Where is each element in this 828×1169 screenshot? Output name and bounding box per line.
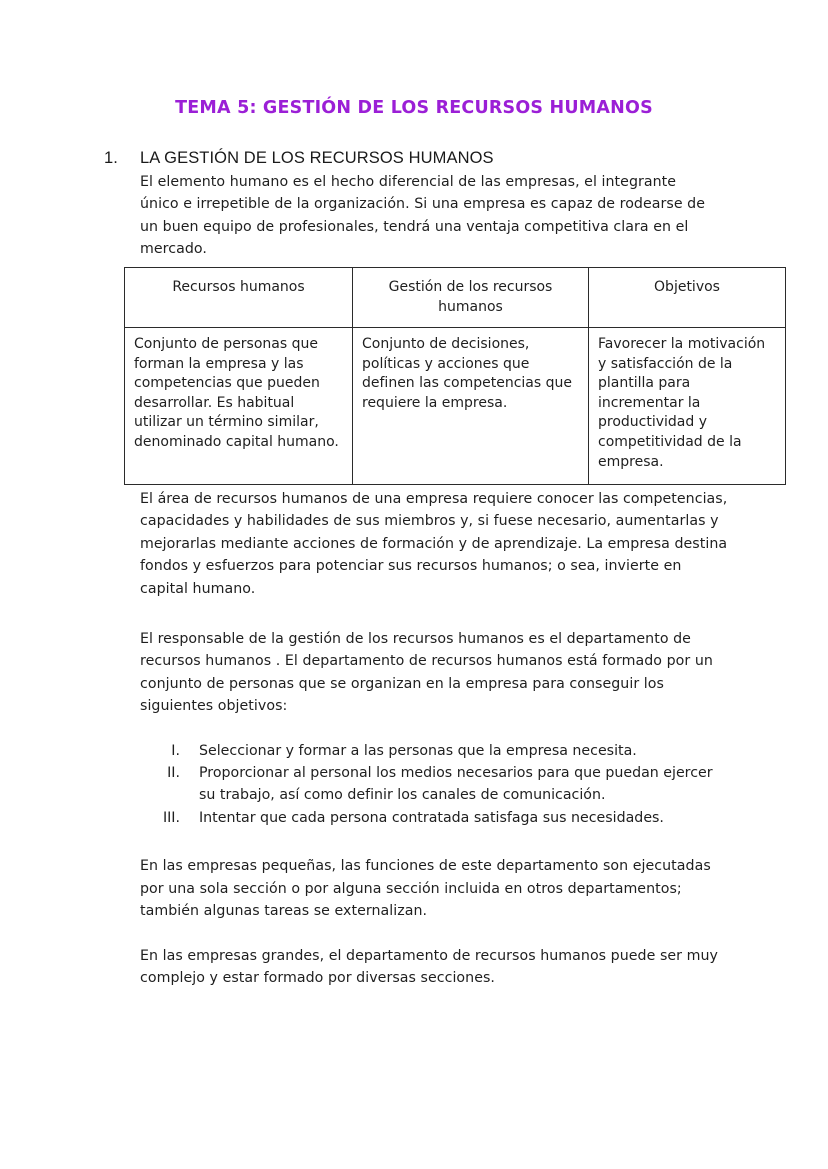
table-header-cell-recursos-humanos: Recursos humanos [125,268,353,328]
section-title: LA GESTIÓN DE LOS RECURSOS HUMANOS [140,149,494,167]
body-paragraph-2: El responsable de la gestión de los recursos humanos es el departamento de recursos humanos . El departamento de recursos humanos está formado por un conjunto de personas que se organizan en la empresa para conseguir los siguientes objetivos: [140,631,713,715]
body-paragraph-1: El área de recursos humanos de una empresa requiere conocer las competencias, capacidades y habilidades de sus miembros y, si fuese necesario, aumentarlas y mejorarlas mediante acciones de formación y de aprendizaje. La empresa destina fondos y esfuerzos para potenciar sus recursos humanos; o sea, invierte en capital humano. [140,491,728,597]
table-cell-objetivos-definicion: Favorecer la motivación y satisfacción de la plantilla para incrementar la productividad y competitividad de la empresa. [589,328,786,485]
section-1 [104,148,744,261]
list-item-label: Intentar que cada persona contratada satisfaga sus necesidades. [199,809,664,826]
list-marker: I. [171,742,180,759]
body-content [140,488,728,989]
list-item-label: Seleccionar y formar a las personas que la empresa necesita. [199,742,637,759]
body-paragraph-4: En las empresas grandes, el departamento de recursos humanos puede ser muy complejo y estar formado por diversas secciones. [140,947,718,986]
rrhh-concepts-table [124,267,786,485]
section-heading [104,148,744,168]
list-marker: III. [162,809,180,826]
list-marker: II. [167,765,180,782]
list-item [140,740,728,762]
page-title: TEMA 5: GESTIÓN DE LOS RECURSOS HUMANOS [175,98,653,118]
table-header-cell-gestion-recursos-humanos: Gestión de los recursos humanos [353,268,589,328]
body-paragraph-3: En las empresas pequeñas, las funciones de este departamento son ejecutadas por una sola sección o por alguna sección incluida en otros departamentos; también algunas tareas se externalizan. [140,858,711,920]
list-item [140,762,728,807]
list-item-label: Proporcionar al personal los medios necesarios para que puedan ejercer su trabajo, así como definir los canales de comunicación. [199,765,713,804]
table-header-row [125,268,786,328]
table-row [125,328,786,485]
list-item [140,807,728,829]
table-header-cell-objetivos: Objetivos [589,268,786,328]
section-intro-paragraph: El elemento humano es el hecho diferencial de las empresas, el integrante único e irrepetible de la organización. Si una empresa es capaz de rodearse de un buen equipo de profesionales, tendrá una ventaja competitiva clara en el mercado. [140,174,706,258]
objectives-list [140,740,728,830]
table-cell-gestion-definicion: Conjunto de decisiones, políticas y acciones que definen las competencias que requiere la empresa. [353,328,589,485]
table-cell-recursos-humanos-definicion: Conjunto de personas que forman la empresa y las competencias que pueden desarrollar. Es habitual utilizar un término similar, denominado capital humano. [125,328,353,485]
section-number: 1. [104,149,118,167]
